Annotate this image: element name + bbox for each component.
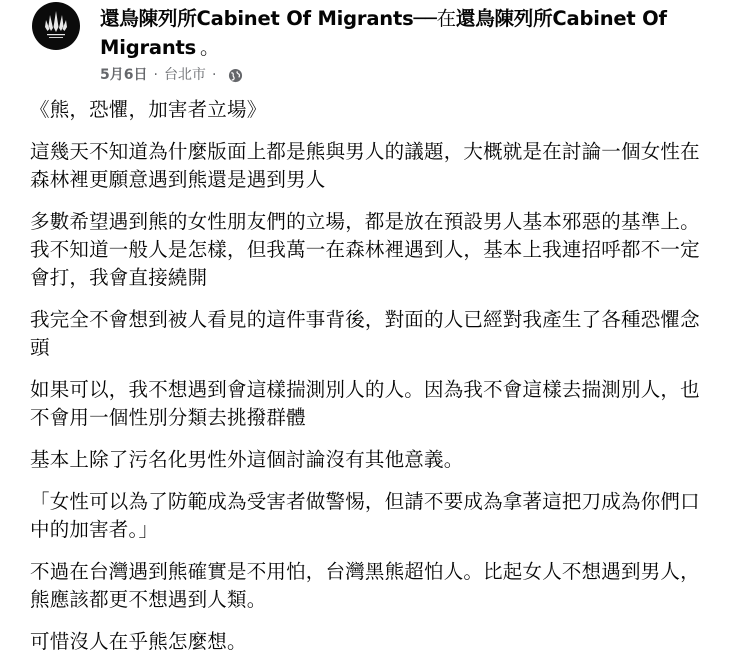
post-title-line — [100, 4, 710, 62]
post-header — [30, 0, 710, 96]
post-paragraph: 這幾天不知道為什麼版面上都是熊與男人的議題，大概就是在討論一個女性在森林裡更願意遇到熊還是遇到男人 — [30, 140, 700, 191]
middot-separator: · — [153, 67, 158, 83]
page-avatar[interactable] — [32, 2, 80, 50]
title-trailing-mark: 。 — [200, 36, 220, 59]
post-meta — [100, 4, 710, 84]
post-paragraph: 我完全不會想到被人看見的這件事背後，對面的人已經對我產生了各種恐懼念頭 — [30, 308, 700, 359]
author-link[interactable]: 還鳥陳列所Cabinet Of Migrants — [100, 7, 414, 30]
post-paragraph: 多數希望遇到熊的女性朋友們的立場，都是放在預設男人基本邪惡的基準上。我不知道一般人是怎樣，但我萬一在森林裡遇到人，基本上我連招呼都不一定會打，我會直接繞開 — [30, 210, 700, 289]
post-subline — [100, 66, 710, 84]
post-body — [30, 96, 710, 656]
post-place[interactable]: 台北市 — [163, 67, 206, 83]
logo-icon — [32, 2, 80, 50]
post-date-link[interactable]: 5月6日 — [100, 67, 148, 83]
post-paragraph: 不過在台灣遇到熊確實是不用怕，台灣黑熊超怕人。比起女人不想遇到男人，熊應該都更不想遇到人類。 — [30, 560, 700, 611]
middot-separator-2: · — [211, 67, 217, 83]
post-paragraph: 如果可以，我不想遇到會這樣揣測別人的人。因為我不會這樣去揣測別人，也不會用一個性別分類去挑撥群體 — [30, 378, 700, 429]
location-separator: ──在 — [413, 7, 456, 30]
location-page-link[interactable]: 還鳥陳列所Cabinet Of Migrants — [100, 7, 667, 59]
post-paragraph: 基本上除了污名化男性外這個討論沒有其他意義。 — [30, 448, 464, 471]
globe-icon[interactable] — [228, 68, 243, 83]
post-paragraph: 「女性可以為了防範成為受害者做警惕，但請不要成為拿著這把刀成為你們口中的加害者。」 — [30, 490, 700, 541]
post-paragraph: 《熊，恐懼，加害者立場》 — [30, 98, 267, 121]
post-paragraph: 可惜沒人在乎熊怎麼想。 — [30, 630, 247, 653]
